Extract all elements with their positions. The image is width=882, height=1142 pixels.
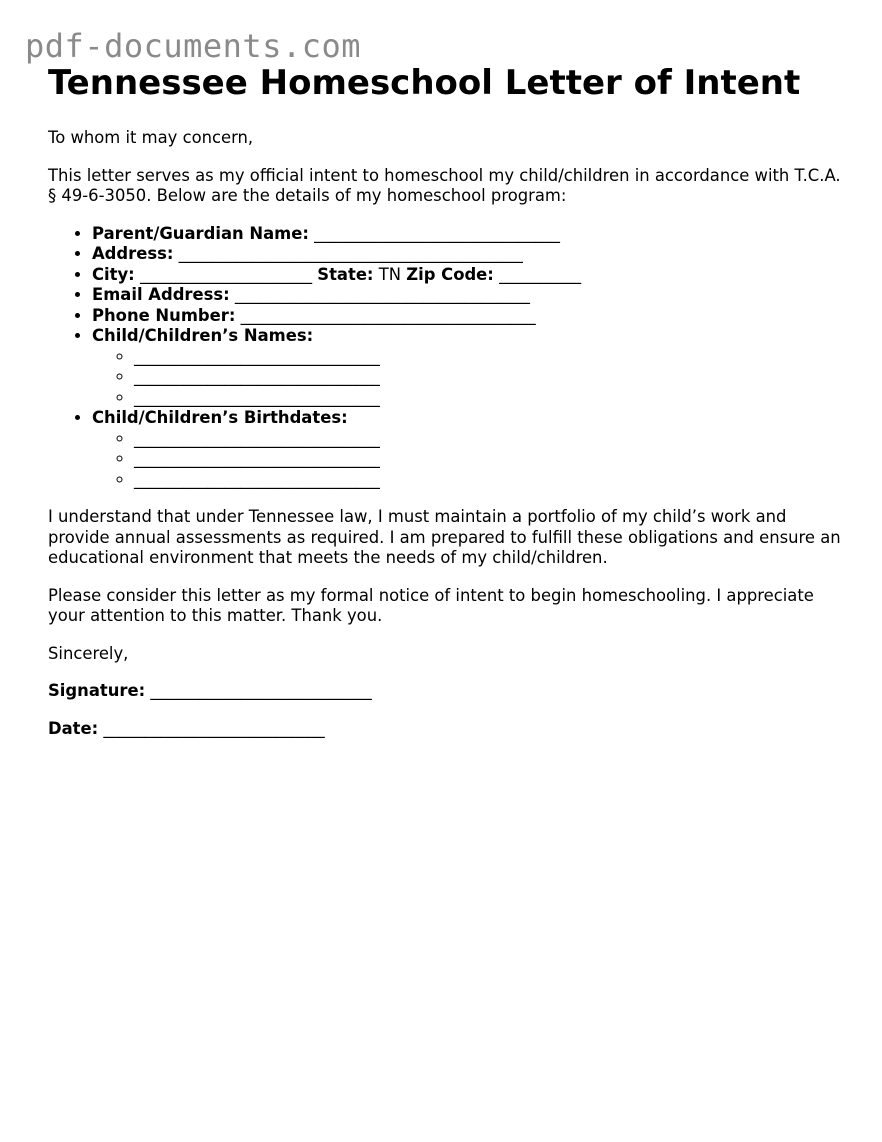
child-birthdate-blank: ______________________________ <box>134 428 380 448</box>
child-birthdate-blank: ______________________________ <box>134 469 380 489</box>
date-blank: ___________________________ <box>103 718 325 738</box>
city-label: City: <box>92 264 135 284</box>
address-field <box>92 244 848 265</box>
list-item <box>134 347 848 368</box>
date-label: Date: <box>48 718 99 738</box>
page-title: Tennessee Homeschool Letter of Intent <box>48 63 801 103</box>
list-item <box>134 367 848 388</box>
list-item <box>134 449 848 470</box>
notice-paragraph: Please consider this letter as my formal notice of intent to begin homeschooling. I appreciate your attention to this matter. Thank you. <box>48 585 814 625</box>
children-names-list <box>92 347 848 409</box>
state-label: State: <box>317 264 374 284</box>
letter-body <box>48 60 848 739</box>
children-names-label: Child/Children’s Names: <box>92 326 314 345</box>
greeting: To whom it may concern, <box>48 128 254 147</box>
parent-name-blank: ______________________________ <box>314 223 560 243</box>
list-item <box>134 429 848 450</box>
phone-label: Phone Number: <box>92 305 236 325</box>
watermark: pdf-documents.com <box>25 27 362 65</box>
zip-blank: __________ <box>499 264 582 284</box>
city-blank: _____________________ <box>139 264 313 284</box>
parent-name-field <box>92 224 848 245</box>
email-field <box>92 285 848 306</box>
list-item <box>134 388 848 409</box>
child-name-blank: ______________________________ <box>134 387 380 407</box>
closing: Sincerely, <box>48 643 129 663</box>
phone-field <box>92 306 848 327</box>
child-birthdate-blank: ______________________________ <box>134 449 380 468</box>
address-blank: __________________________________________ <box>178 244 523 263</box>
children-birthdates-list <box>92 429 848 491</box>
date-line <box>48 719 848 740</box>
children-birthdates-label: Child/Children’s Birthdates: <box>92 408 348 427</box>
child-name-blank: ______________________________ <box>134 346 380 366</box>
parent-name-label: Parent/Guardian Name: <box>92 223 309 243</box>
children-birthdates-field <box>92 408 848 490</box>
child-name-blank: ______________________________ <box>134 367 380 386</box>
address-label: Address: <box>92 244 174 263</box>
intro-paragraph: This letter serves as my official intent to homeschool my child/children in accordance with T.C.A. § 49-6-3050. Below are the details of my homeschool program: <box>48 165 841 205</box>
zip-label: Zip Code: <box>406 264 494 284</box>
signature-blank: ___________________________ <box>150 681 372 700</box>
city-state-zip-field <box>92 265 848 286</box>
state-value: TN <box>378 264 401 284</box>
phone-blank: ____________________________________ <box>240 305 536 325</box>
details-list <box>48 224 848 491</box>
email-label: Email Address: <box>92 285 230 304</box>
email-blank: ____________________________________ <box>234 285 530 304</box>
signature-label: Signature: <box>48 681 146 700</box>
portfolio-paragraph: I understand that under Tennessee law, I must maintain a portfolio of my child’s work and provide annual assessments as required. I am prepared to fulfill these obligations and ensure an educational environment that meets the needs of my child/children. <box>48 507 841 567</box>
signature-line <box>48 681 848 702</box>
list-item <box>134 470 848 491</box>
children-names-field <box>92 326 848 408</box>
